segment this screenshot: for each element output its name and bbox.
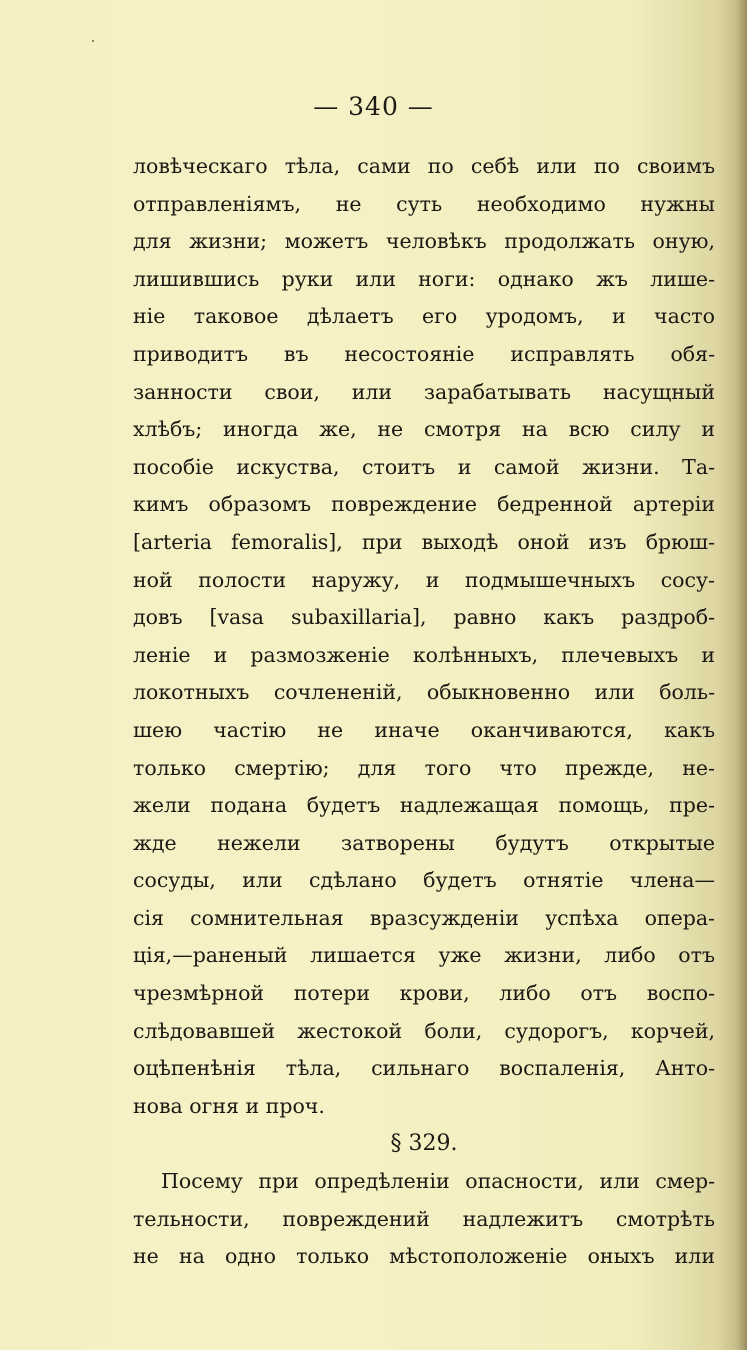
text-line: [arteria femoralis], при выходѣ оной изъ брюш-: [133, 529, 715, 554]
text-line: Посему при опредѣленіи опасности, или смер-: [161, 1169, 715, 1194]
paper-speck: [92, 40, 94, 42]
text-line: лишившись руки или ноги: однако жъ лише-: [133, 266, 715, 291]
text-line: нова огня и проч.: [133, 1093, 325, 1118]
text-line: тельности, повреждений надлежитъ смотрѣть: [133, 1206, 715, 1231]
text-line: оцѣпенѣнія тѣла, сильнаго воспаленія, Анто-: [133, 1056, 715, 1081]
text-line: не на одно только мѣстоположеніе оныхъ или: [133, 1244, 715, 1269]
text-line: локотныхъ сочлененій, обыкновенно или боль-: [133, 680, 715, 705]
page-number: — 340 —: [313, 92, 434, 121]
text-line: чрезмѣрной потери крови, либо отъ воспо-: [133, 981, 715, 1006]
text-line: пособіе искуства, стоитъ и самой жизни. Та-: [133, 454, 715, 479]
text-line: занности свои, или зарабатывать насущный: [133, 379, 715, 404]
text-line: шею частію не иначе оканчиваются, какъ: [133, 717, 715, 742]
text-line: приводитъ въ несостояніе исправлять обя-: [133, 341, 715, 366]
text-line: ловѣческаго тѣла, сами по себѣ или по своимъ: [133, 154, 715, 178]
page-edge-shadow: [737, 0, 747, 1350]
text-line: жде нежели затворены будутъ открытые: [133, 830, 715, 855]
text-line: слѣдовавшей жестокой боли, судорогъ, корчей,: [133, 1018, 715, 1043]
text-line: довъ [vasa subaxillaria], равно какъ раздроб-: [133, 605, 715, 630]
text-line: жели подана будетъ надлежащая помощь, пре-: [133, 793, 715, 818]
text-line: ція,—раненый лишается уже жизни, либо отъ: [133, 943, 715, 968]
text-line: кимъ образомъ повреждение бедренной артеріи: [133, 492, 715, 517]
text-line: леніе и размозженіе колѣнныхъ, плечевыхъ и: [133, 642, 715, 667]
text-line: только смертію; для того что прежде, не-: [133, 755, 715, 780]
text-line: сосуды, или сдѣлано будетъ отнятіе члена—: [133, 868, 715, 893]
body-text: [133, 148, 715, 1276]
text-line: сія сомнительная вразсужденіи успѣха опера-: [133, 905, 715, 930]
text-line: ніе таковое дѣлаетъ его уродомъ, и часто: [133, 304, 715, 329]
section-heading: § 329.: [390, 1131, 458, 1157]
text-line: для жизни; можетъ человѣкъ продолжать оную,: [133, 229, 715, 254]
text-line: хлѣбъ; иногда же, не смотря на всю силу и: [133, 417, 715, 442]
text-line: ной полости наружу, и подмышечныхъ сосу-: [133, 567, 715, 592]
text-line: отправленіямъ, не суть необходимо нужны: [133, 191, 715, 216]
